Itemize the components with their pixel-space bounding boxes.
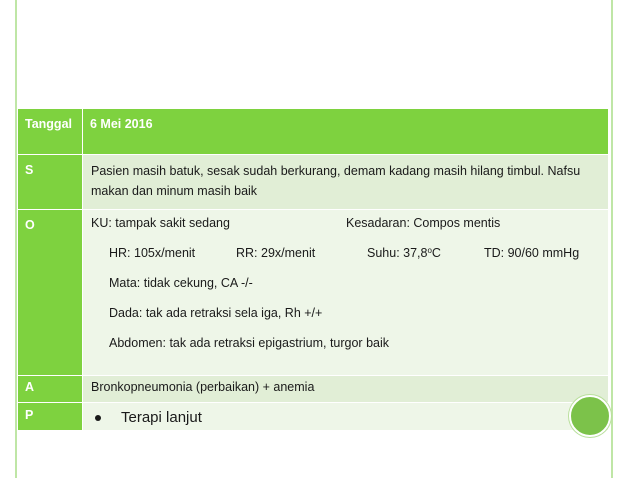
subjective-value-cell [83,155,609,210]
plan-row [18,403,609,431]
decorative-circle [569,395,611,437]
general-condition-text: KU: tampak sakit sedang [91,216,230,230]
date-value-cell [83,109,609,155]
date-value: 6 Mei 2016 [90,117,153,131]
assessment-text: Bronkopneumonia (perbaikan) + anemia [91,380,315,394]
consciousness-text: Kesadaran: Compos mentis [346,216,501,230]
objective-label: O [25,218,35,232]
bullet-icon [95,415,101,421]
assessment-value-cell [83,376,609,403]
degree-sup: o [427,246,432,255]
temperature-value: Suhu: 37,8 [367,246,428,260]
assessment-label-cell [18,376,83,403]
subjective-row [18,155,609,210]
objective-row [18,210,609,376]
temperature-text [367,246,441,260]
temperature-unit: C [431,246,441,260]
plan-label: P [25,408,34,422]
plan-value-cell [83,403,609,431]
date-label-cell [18,109,83,155]
subjective-label-cell [18,155,83,210]
plan-label-cell [18,403,83,431]
abdomen-text: Abdomen: tak ada retraksi epigastrium, turgor baik [109,336,389,350]
objective-content [83,210,608,375]
blood-pressure-text: TD: 90/60 mmHg [484,246,580,260]
objective-label-cell [18,210,83,376]
table-header-row [18,109,609,155]
assessment-label: A [25,380,35,394]
plan-text: Terapi lanjut [121,409,202,426]
slide-frame-right-line [611,0,613,478]
subjective-text: Pasien masih batuk, sesak sudah berkurang, demam kadang masih hilang timbul. Nafsu makan dan minum masih baik [91,164,581,198]
assessment-row [18,376,609,403]
date-label: Tanggal [25,117,72,131]
soap-table [17,108,609,431]
subjective-label: S [25,163,34,177]
resp-rate-text: RR: 29x/menit [236,246,316,260]
plan-content [83,403,608,430]
chest-text: Dada: tak ada retraksi sela iga, Rh +/+ [109,306,323,320]
heart-rate-text: HR: 105x/menit [109,246,196,260]
eyes-text: Mata: tidak cekung, CA -/- [109,276,253,290]
objective-value-cell [83,210,609,376]
